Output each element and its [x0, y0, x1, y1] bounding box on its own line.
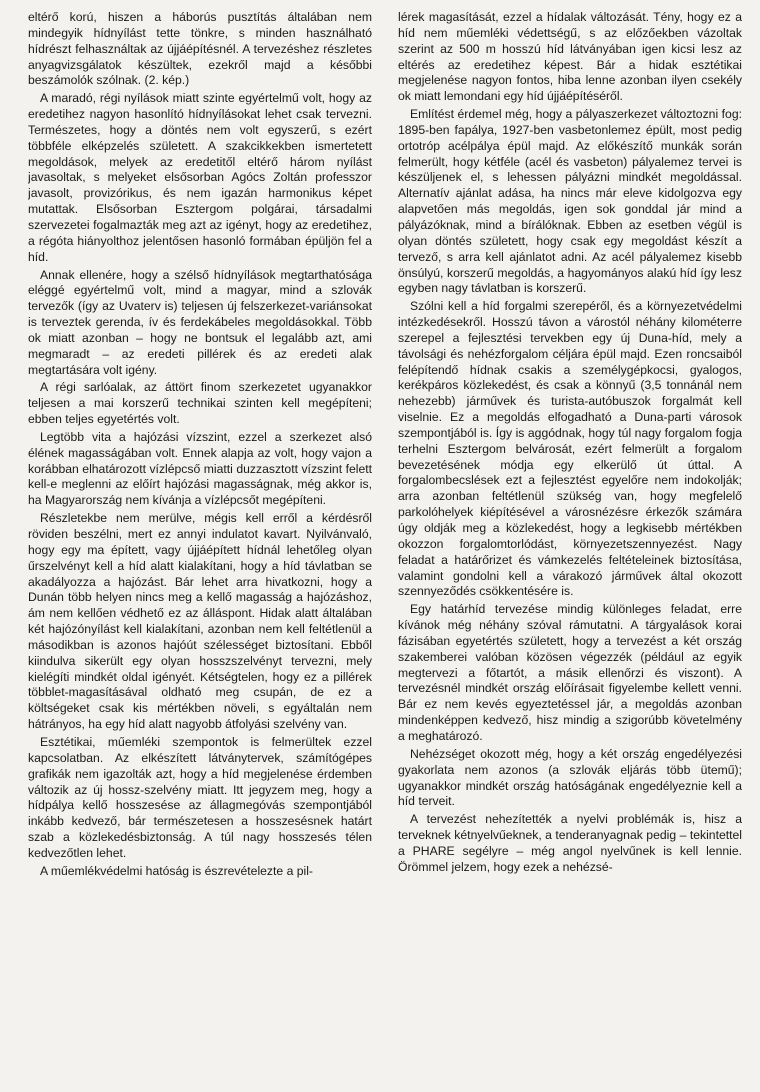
paragraph: Részletekbe nem merülve, mégis kell erről a kérdésről röviden beszélni, mert ez annyi indulatot kavart. Nyilvánvaló, hogy egy ma épített, vagy újjáépített hídnál lehetőleg olyan űrszelvényt kell a híd alatt kialakítani, hogy a híd távlatban se akadályozza a hajózást. Bár lehet arra hivatkozni, hogy a Dunán több helyen nincs meg a kellő magasság a hajózáshoz, ám nem kellően védhető ez az álláspont. Hidak alatt általában két hajózónyílást kell kialakítani, azonban nem kell feltétlenül a másodikban is azonos hajóút szélességet biztosítani. Ebből kiindulva sikerült egy olyan hosszszelvényt tervezni, mely kielégíti mindkét oldal igényét. Kétségtelen, hogy ez a pillérek többlet-magasításával oldható meg csupán, de ez a költségeket csak kis mértékben növeli, s egyáltalán nem hátrányos, ha egy híd alatt nagyobb átfolyási szelvény van. — [28, 511, 372, 732]
left-column — [28, 10, 372, 1092]
paragraph: Egy határhíd tervezése mindig különleges feladat, erre kívánok még néhány szóval rámutatni. A tárgyalások korai fázisában egyetértés született, hogy a tervezést a két ország szakemberei valóban közösen végezzék (például az egyik megtervezi a főtartót, a másik ellenőrzi és viszont). A tervezésnél mindkét ország előírásait figyelembe kellett venni. Bár ez nem kevés egyeztetéssel jár, a megoldás azonban mindenképpen kedvező, hisz mindig a szigorúbb követelmény a meghatározó. — [398, 602, 742, 743]
paragraph: Szólni kell a híd forgalmi szerepéről, és a környezetvédelmi intézkedésekről. Hosszú távon a várostól néhány kilométerre szerepel a fejlesztési tervekben egy új Duna-híd, mely a távolsági és nehézforgalom céljára épül majd. Ezen roncsaiból felépítendő hídnak csakis a személygépkocsi, gyalogos, kerékpáros közlekedést, és csak a könnyű (3,5 tonnánál nem nehezebb) járművek és turista-autóbuszok forgalmát kell viselnie. Ez a megoldás elfogadható a Duna-parti városok szempontjából is. Így is aggódnak, hogy túl nagy forgalom fogja terhelni Esztergom belvárosát, ezért felmerült a forgalom bevezetésének módja egy elkerülő út úttal. A forgalombecslések ezt a fejlesztést egyelőre nem indokolják; arra azonban feltétlenül szükség van, hogy megfelelő parkolóhelyek kiépítésével a városnézésre érkezők számára úgy oldják meg a közlekedést, hogy a legkisebb mértékben okozzon forgalomtorlódást, környezetszennyezést. Nagy feladat a határőrizet és vámkezelés feltételeinek biztosítása, valamint gondolni kell a várakozó járművek által okozott szennyeződés csökkentésére is. — [398, 299, 742, 599]
paragraph: A maradó, régi nyílások miatt szinte egyértelmű volt, hogy az eredetihez nagyon hasonlító hídnyílásokat lehet csak tervezni. Természetes, hogy a döntés nem volt egyszerű, s ezért többféle elképzelés született. A szakcikkekben ismertetett megoldások, melyek az eredetitől eltérő három nyílást javasoltak, s melyeket elsősorban Agócs Zoltán professzor javasolt, provizórikus, és nem igazán harmonikus képet mutattak. Elsősorban Esztergom polgárai, társadalmi szervezetei fogalmazták meg azt az igényt, hogy az eredetihez, a régóta hiányolthoz jelentősen hasonló formában épüljön fel a híd. — [28, 91, 372, 264]
paragraph: Esztétikai, műemléki szempontok is felmerültek ezzel kapcsolatban. Az elkészített látványtervek, számítógépes grafikák nem igazolták azt, hogy a híd megjelenése érdemben változik az új hossz-szelvény miatt. Itt jegyzem meg, hogy a hídpálya kellő hosszesése az állagmegóvás szempontjából inkább kedvező, bár természetesen a hosszesésnek határt szab a közlekedésbiztonság. A túl nagy hosszesés télen kedvezőtlen lehet. — [28, 734, 372, 860]
paragraph: eltérő korú, hiszen a háborús pusztítás általában nem mindegyik hídnyílást tette tönkre, s minden használható hídrészt felhasználtak az újjáépítésnél. A tervezéshez részletes anyagvizsgálatok készültek, ezekről majd a későbbi beszámolók szólnak. (2. kép.) — [28, 10, 372, 88]
paragraph: Nehézséget okozott még, hogy a két ország engedélyezési gyakorlata nem azonos (a szlovák eljárás több ütemű); ugyanakkor mindkét ország hatóságának engedélyeznie kell a híd terveit. — [398, 746, 742, 809]
paragraph: A tervezést nehezítették a nyelvi problémák is, hisz a terveknek kétnyelvűeknek, a tenderanyagnak pedig – tekintettel a PHARE segélyre – még angol nyelvűnek is kell lennie. Örömmel jelzem, hogy ezek a nehézsé- — [398, 812, 742, 874]
paragraph: Legtöbb vita a hajózási vízszint, ezzel a szerkezet alsó élének magasságában volt. Ennek alapja az volt, hogy vajon a korábban elhatározott vízlépcső miatti duzzasztott vízszint felett kell-e meglenni az előírt hajózási magasságnak, még akkor is, ha Magyarország nem kívánja a vízlépcsőt megépíteni. — [28, 429, 372, 508]
paragraph: Említést érdemel még, hogy a pályaszerkezet változtozni fog: 1895-ben fapálya, 1927-ben vasbetonlemez épült, most pedig ortotróp acélpálya épül majd. Az előkészítő munkák során felmerült, hogy kétféle (acél és vasbeton) pályalemez tervei is készüljenek el, s lehessen pályázni mindkét megoldással. Alternatív ajánlat adása, ha nincs már eleve kidolgozva egy alapvetően más megoldás, igen sok gonddal jár mind a pályázóknak, mind a bírálóknak. Ebben az esetben végül is olyan döntés született, hogy csak egy megoldást készít a tervező, s arra kell ajánlatot adni. Az acél pályalemez kisebb önsúlyú, korszerű megoldás, a hagyományos alakú híd így lesz egyben nagy távlatban is korszerű. — [398, 107, 742, 296]
paragraph: lérek magasítását, ezzel a hídalak változását. Tény, hogy ez a híd nem műemléki védettségű, s az előzőekben vázoltak szerint az 500 m hosszú híd látványában igen kicsi lesz az eltérés az eredetihez képest. Bár a hidak esztétikai megjelenése nagyon fontos, hiba lenne azonban ilyen csekély ok miatt lemondani egy híd újjáépítéséről. — [398, 10, 742, 104]
right-column — [398, 10, 742, 1092]
paragraph: Annak ellenére, hogy a szélső hídnyílások megtarthatósága eléggé egyértelmű volt, mind a magyar, mind a szlovák tervezők (így az Uvaterv is) teljesen új felszerkezet-variánsokat is terveztek gerenda, ív és ferdekábeles megoldásokkal. Több ok miatt azonban – hogy ne bontsuk el legalább azt, ami megmaradt – az eredeti pillérek és az eredeti alak megtartására volt igény. — [28, 267, 372, 377]
paragraph: A régi sarlóalak, az áttört finom szerkezetet ugyanakkor teljesen a mai korszerű technikai szinten kell megépíteni; ebben teljes egyetértés volt. — [28, 380, 372, 427]
paragraph: A műemlékvédelmi hatóság is észrevételezte a pil- — [40, 863, 313, 878]
